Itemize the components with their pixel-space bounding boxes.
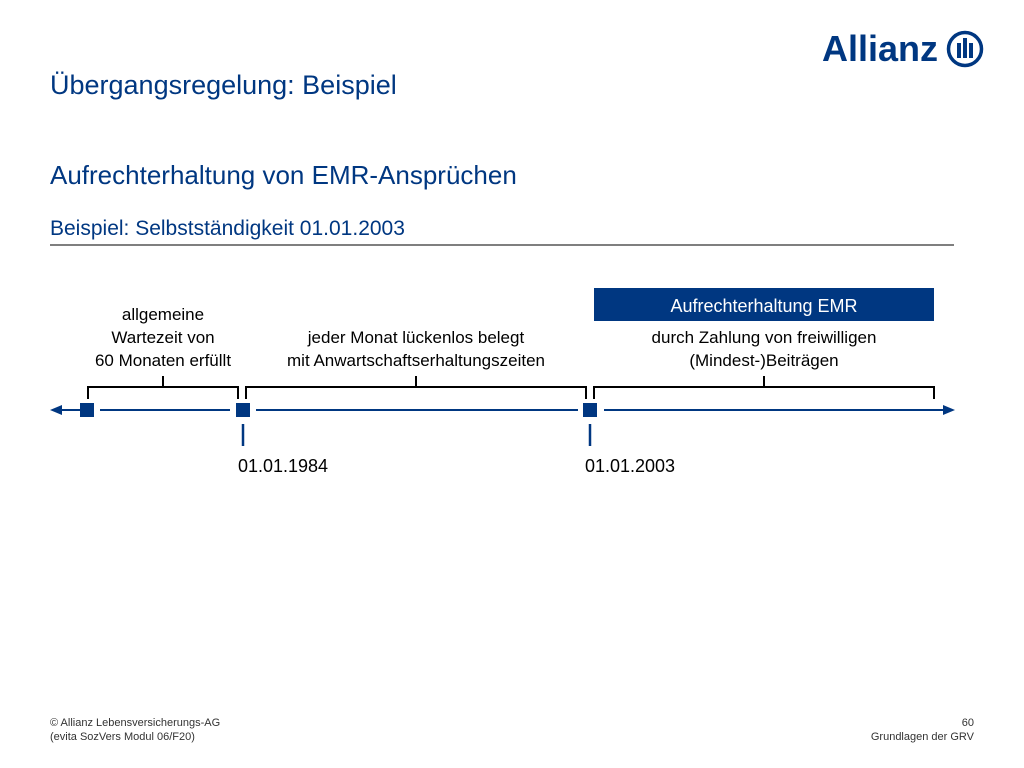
segment-1-line-1: allgemeine <box>121 305 205 324</box>
marker-start <box>80 403 94 417</box>
example-heading: Beispiel: Selbstständigkeit 01.01.2003 <box>50 217 405 240</box>
date-2003: 01.01.2003 <box>584 456 676 476</box>
bracket-segment-2 <box>246 376 586 399</box>
marker-1984 <box>236 403 250 417</box>
segment-1-line-2: Wartezeit von <box>111 328 215 347</box>
heading-divider <box>50 244 954 246</box>
section-subtitle: Aufrechterhaltung von EMR-Ansprüchen <box>50 160 517 190</box>
bracket-segment-3 <box>594 376 934 399</box>
arrow-left-icon <box>50 405 62 415</box>
page-number: 60 <box>961 717 974 729</box>
marker-2003 <box>583 403 597 417</box>
allianz-eagle-icon <box>946 30 984 68</box>
timeline-diagram <box>0 270 1024 480</box>
segment-3-line-1: durch Zahlung von freiwilligen <box>651 328 877 347</box>
segment-2-line-2: mit Anwartschaftserhaltungszeiten <box>287 351 545 370</box>
footer-copyright <box>50 716 220 744</box>
segment-3-line-2: (Mindest-)Beiträgen <box>689 351 839 370</box>
copyright-line-1: © Allianz Lebensversicherungs-AG <box>50 717 221 729</box>
bracket-segment-1 <box>88 376 238 399</box>
copyright-line-2: (evita SozVers Modul 06/F20) <box>50 731 195 743</box>
allianz-logo <box>822 28 984 70</box>
highlight-label: Aufrechterhaltung EMR <box>670 296 858 316</box>
arrow-right-icon <box>943 405 955 415</box>
page-title: Übergangsregelung: Beispiel <box>50 70 397 100</box>
footer-right <box>871 716 974 744</box>
logo-wordmark: Allianz <box>822 28 939 69</box>
segment-1-line-3: 60 Monaten erfüllt <box>94 351 232 370</box>
footer-section: Grundlagen der GRV <box>870 731 974 743</box>
date-1984: 01.01.1984 <box>237 456 329 476</box>
segment-2-line-1: jeder Monat lückenlos belegt <box>307 328 525 347</box>
